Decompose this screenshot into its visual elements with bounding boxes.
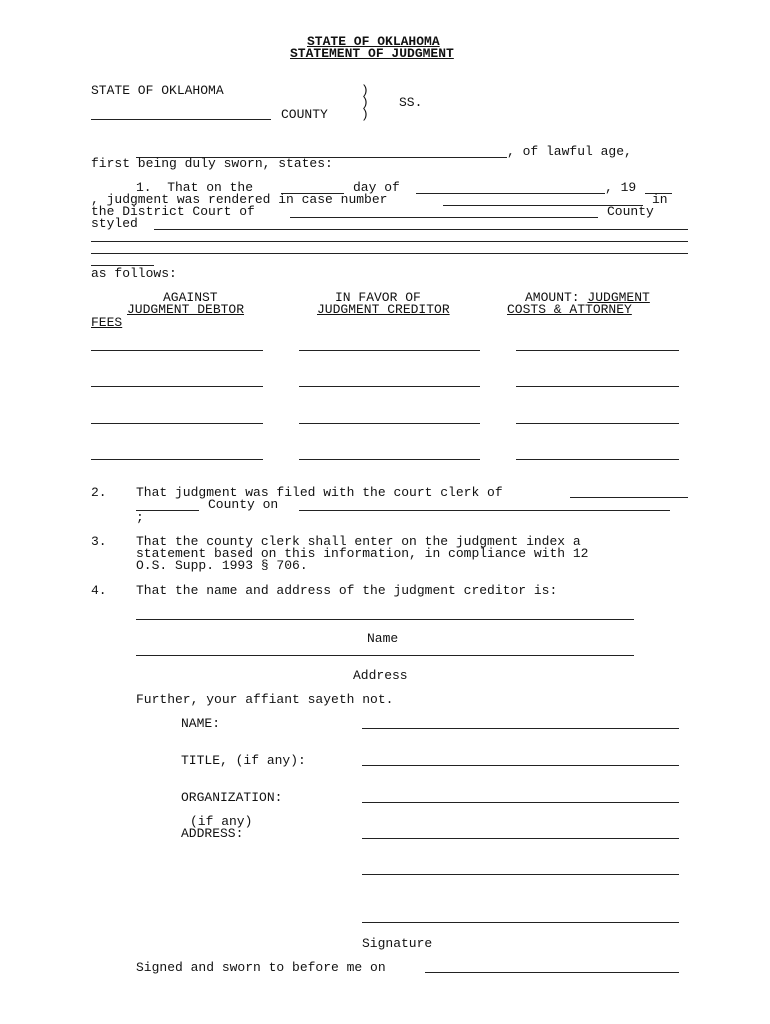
county-name-field[interactable] [91,119,271,120]
item1-line2-text: , judgment was rendered in case number [91,192,388,207]
styled-field-3[interactable] [91,253,688,254]
creditor-name-field[interactable] [136,619,634,620]
venue-ss: SS. [399,95,423,110]
col3-header-l3: FEES [91,315,123,330]
col1-header-l2: JUDGMENT DEBTOR [127,302,245,317]
page-title-line2: STATEMENT OF JUDGMENT [290,46,454,61]
affiant-name-label: NAME: [181,716,221,731]
col1-header-l1: AGAINST [163,290,218,305]
item3-line1: That the county clerk shall enter on the judgment index a [136,534,581,549]
item1-line3-county: County [607,204,654,219]
amount-field-1[interactable] [516,350,679,351]
col3-header-l2: COSTS & ATTORNEY [507,302,632,317]
further-text: Further, your affiant sayeth not. [136,692,394,707]
sworn-text: first being duly sworn, states: [91,156,333,171]
styled-label: styled [91,216,138,231]
venue-county: COUNTY [281,107,328,122]
item2-text-b: County on [208,497,279,512]
amount-field-4[interactable] [516,459,679,460]
as-follows-text: as follows: [91,266,177,281]
affiant-address-label: ADDRESS: [181,826,244,841]
if-any-label: (if any) [190,814,253,829]
item3-number: 3. [91,534,107,549]
item2-text-a: That judgment was filed with the court clerk of [136,485,503,500]
debtor-field-1[interactable] [91,350,263,351]
venue-paren-1: ) [361,83,369,98]
creditor-field-3[interactable] [299,423,480,424]
creditor-field-1[interactable] [299,350,480,351]
filing-county-field[interactable] [136,510,199,511]
creditor-field-2[interactable] [299,386,480,387]
styled-field-1[interactable] [154,229,688,230]
affiant-sig-name-field[interactable] [362,728,679,729]
title-label: TITLE, (if any): [181,753,306,768]
filing-date-field[interactable] [299,510,670,511]
affiant-address-field-2[interactable] [362,874,679,875]
debtor-field-2[interactable] [91,386,263,387]
venue-paren-3: ) [361,107,369,122]
item3-line3: O.S. Supp. 1993 § 706. [136,558,308,573]
item1-line2-in: in [652,192,668,207]
item4-number: 4. [91,583,107,598]
col3-header-l1: AMOUNT: JUDGMENT [525,290,650,305]
item2-number: 2. [91,485,107,500]
styled-field-2[interactable] [91,241,688,242]
col2-header-l1: IN FAVOR OF [335,290,421,305]
item2-text-c: ; [136,510,144,525]
district-court-field[interactable] [290,217,598,218]
amount-field-3[interactable] [516,423,679,424]
page-title-line1: STATE OF OKLAHOMA [307,34,440,49]
col2-header-l2: JUDGMENT CREDITOR [317,302,450,317]
item1-text-c: , 19 [605,180,637,195]
sworn-date-field[interactable] [425,972,679,973]
lawful-age-text: , of lawful age, [507,144,632,159]
creditor-field-4[interactable] [299,459,480,460]
debtor-field-3[interactable] [91,423,263,424]
item3-line2: statement based on this information, in compliance with 12 [136,546,589,561]
court-clerk-county-field[interactable] [570,497,688,498]
organization-field[interactable] [362,802,679,803]
item4-text: That the name and address of the judgment creditor is: [136,583,558,598]
venue-paren-2: ) [361,95,369,110]
title-field[interactable] [362,765,679,766]
name-label: Name [367,631,399,646]
address-label: Address [353,668,408,683]
organization-label: ORGANIZATION: [181,790,283,805]
month-field[interactable] [416,193,605,194]
creditor-address-field[interactable] [136,655,634,656]
amount-field-2[interactable] [516,386,679,387]
debtor-field-4[interactable] [91,459,263,460]
venue-state: STATE OF OKLAHOMA [91,83,224,98]
item1-line3-text: the District Court of [91,204,255,219]
affiant-address-field-1[interactable] [362,838,679,839]
signed-sworn-text: Signed and sworn to before me on [136,960,386,975]
signature-label: Signature [362,936,433,951]
signature-field[interactable] [362,922,679,923]
item1-text-b: day of [353,180,400,195]
item1-text-a: 1. That on the [136,180,254,195]
